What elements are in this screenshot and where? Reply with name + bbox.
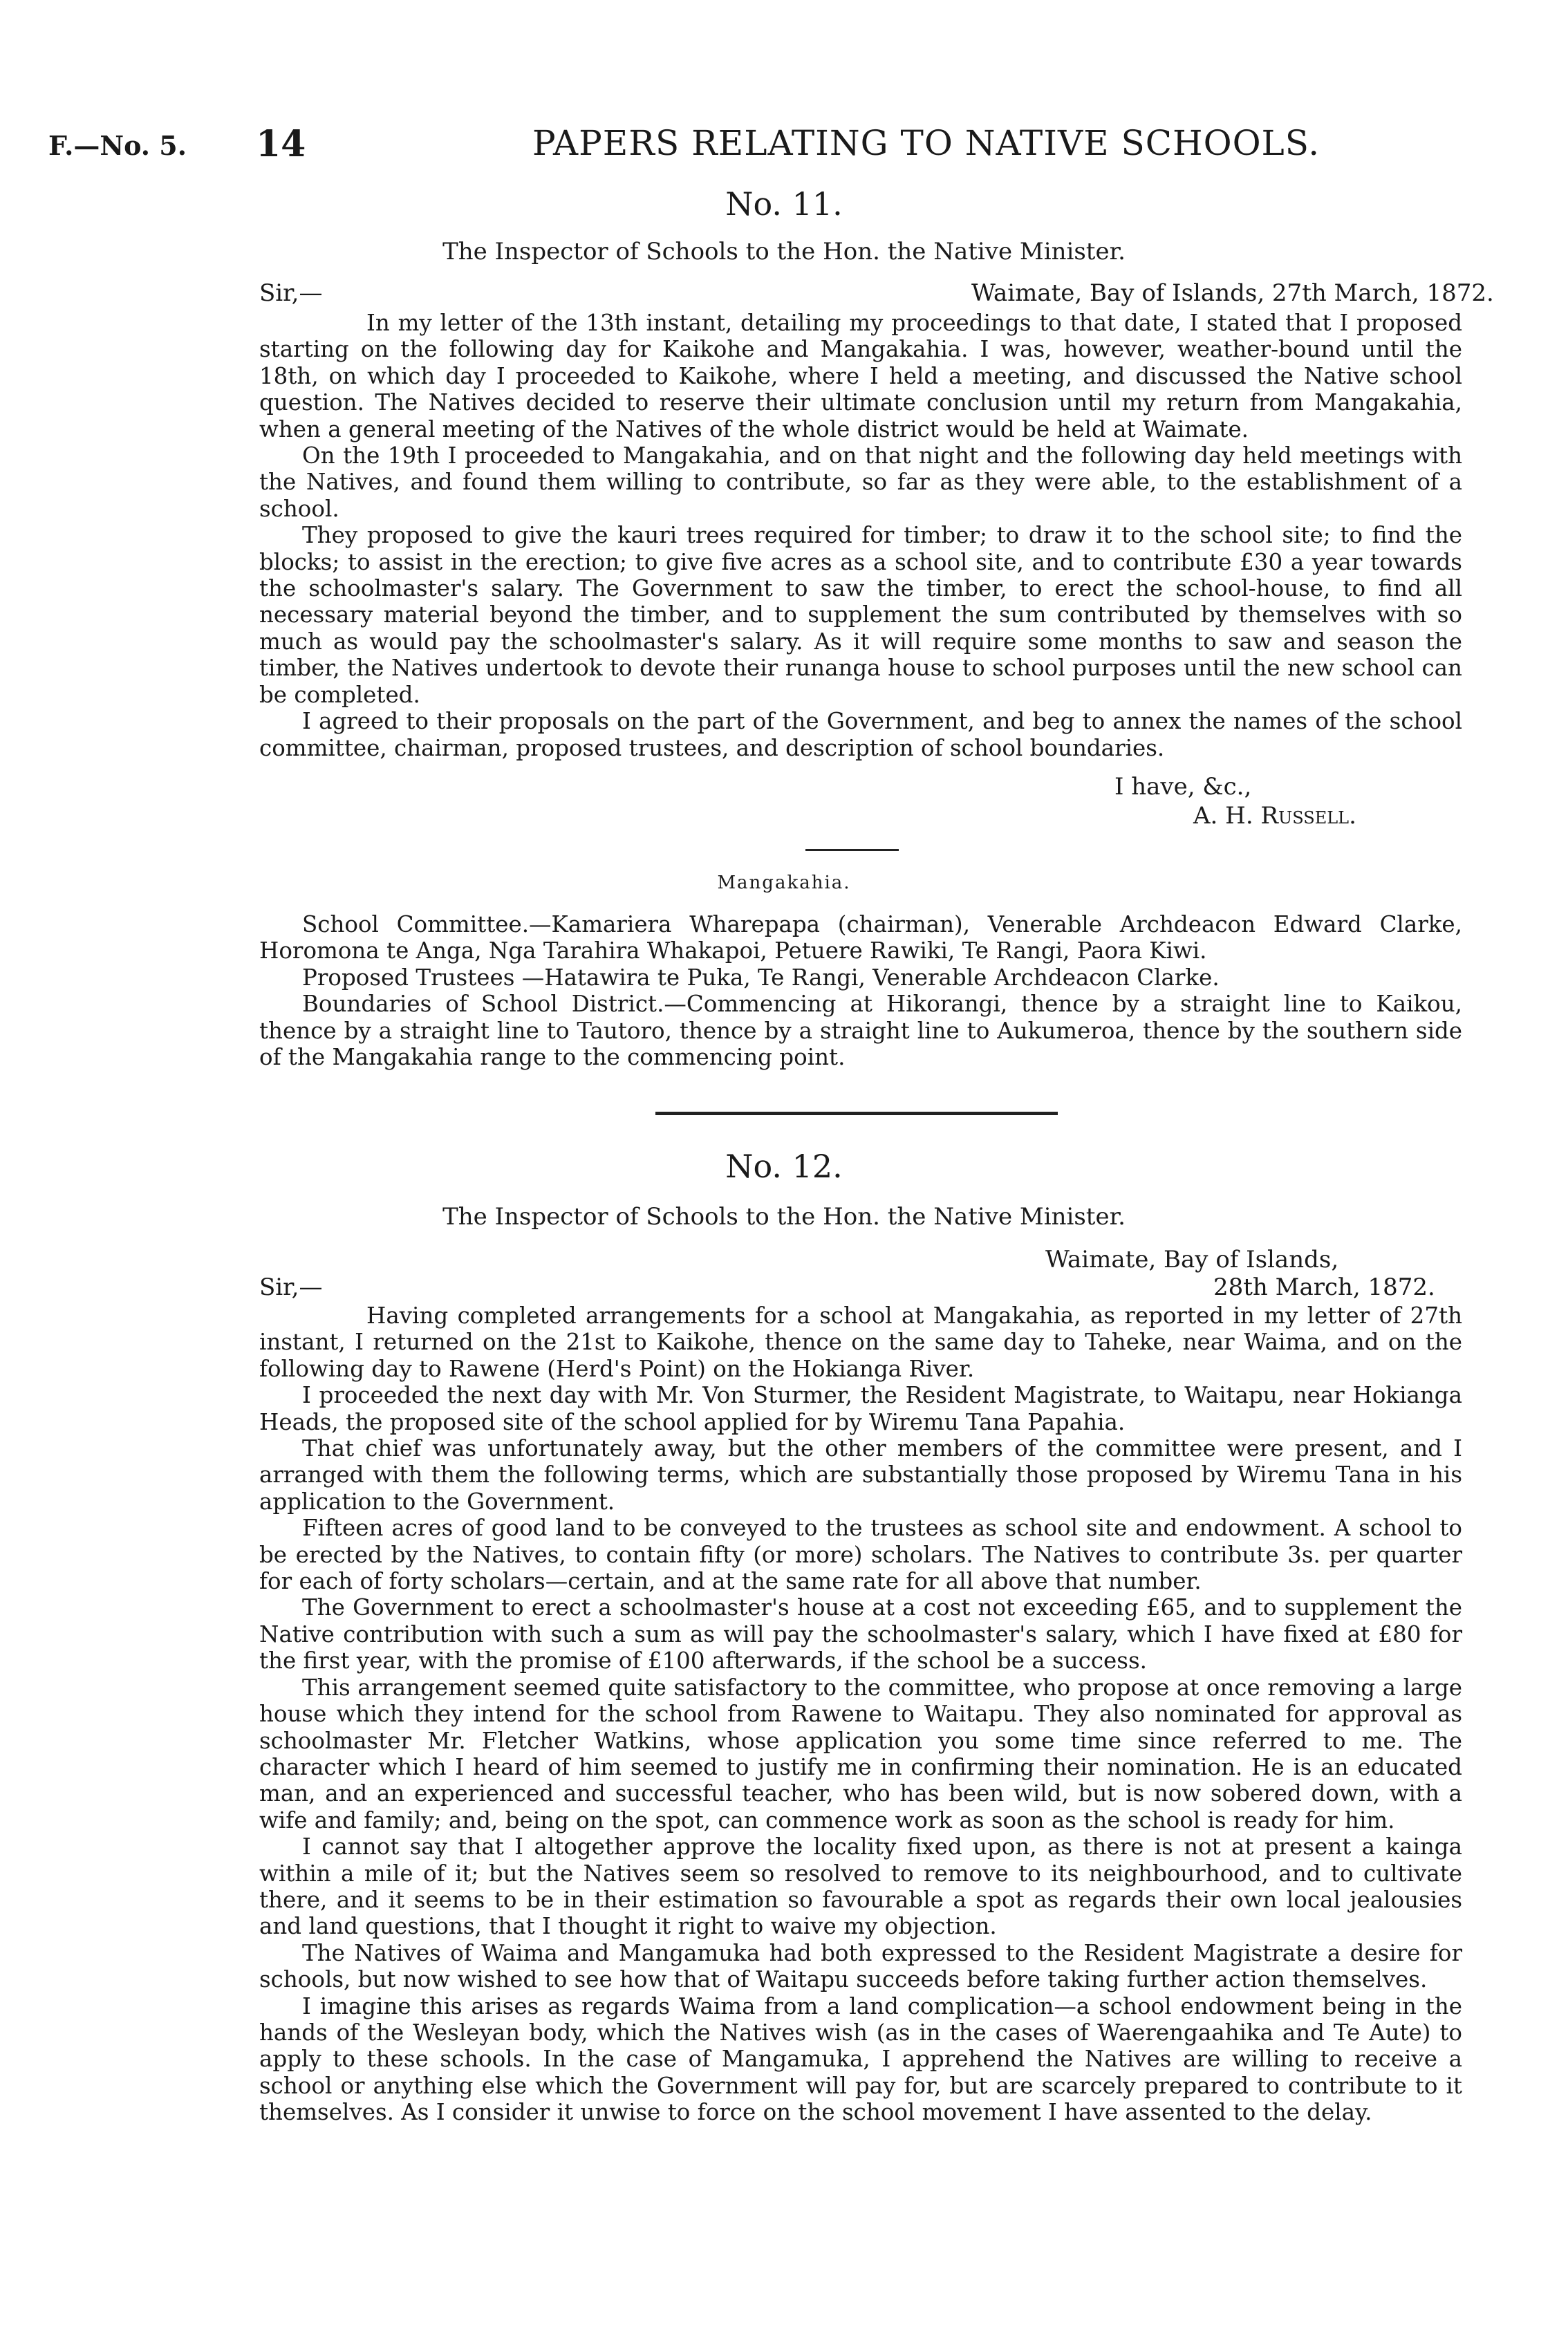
paragraph: They proposed to give the kauri trees required for timber; to draw it to the school site; to find the blocks; to assist in the erection; to give five acres as a school site, and to contribute £30 a year towards the schoolmaster's salary. The Government to saw the timber, to erect the school-house, to find all necessary material beyond the timber, and to supplement the sum contributed by themselves with so much as would pay the schoolmaster's salary. As it will require some months to saw and season the timber, the Natives undertook to devote their runanga house to school purposes until the new school can be completed. <box>259 522 1462 708</box>
paragraph: I agreed to their proposals on the part of the Government, and beg to annex the names of the school committee, chairman, proposed trustees, and description of school boundaries. <box>259 708 1462 761</box>
paragraph: Fifteen acres of good land to be conveyed to the trustees as school site and endowment. A school to be erected by the Natives, to contain fifty (or more) scholars. The Natives to contribute 3s. per quarter for each of forty scholars—certain, and at the same rate for all above that number. <box>259 1515 1462 1595</box>
paragraph: Having completed arrangements for a school at Mangakahia, as reported in my letter of 27th instant, I returned on the 21st to Kaikohe, thence on the same day to Taheke, near Waima, and on the following day to Rawene (Herd's Point) on the Hokianga River. <box>259 1303 1462 1382</box>
letter-11-body <box>259 310 1462 761</box>
paragraph: This arrangement seemed quite satisfactory to the committee, who propose at once removing a large house which they intend for the school from Rawene to Waitapu. They also nominated for approval as schoolmaster Mr. Fletcher Watkins, whose application you some time since referred to me. The character which I heard of him seemed to justify me in confirming their nomination. He is an educated man, and an experienced and successful teacher, who has been wild, but is now sobered down, with a wife and family; and, being on the spot, can commence work as soon as the school is ready for him. <box>259 1674 1462 1833</box>
paragraph: The Natives of Waima and Mangamuka had both expressed to the Resident Magistrate a desire for schools, but now wished to see how that of Waitapu succeeds before taking further action themselves. <box>259 1939 1462 1993</box>
document-reference: F.—No. 5. <box>48 130 187 161</box>
letter-12-body <box>259 1303 1462 2126</box>
schedule-body <box>259 911 1462 1070</box>
letter-11-dateline: Waimate, Bay of Islands, 27th March, 1872. <box>971 279 1494 307</box>
page-number: 14 <box>256 123 306 165</box>
paragraph: In my letter of the 13th instant, detailing my proceedings to that date, I stated that I proposed starting on the following day for Kaikohe and Mangakahia. I was, however, weather-bound until the 18th, on which day I proceeded to Kaikohe, where I held a meeting, and discussed the Native school question. The Natives decided to reserve their ultimate conclusion until my return from Mangakahia, when a general meeting of the Natives of the whole district would be held at Waimate. <box>259 310 1462 442</box>
letter-11-number: No. 11. <box>725 185 843 223</box>
letter-12-subtitle: The Inspector of Schools to the Hon. the Native Minister. <box>442 1203 1126 1231</box>
running-header <box>48 123 1500 171</box>
letter-12-salutation: Sir,— <box>259 1273 323 1301</box>
letter-11-closing: I have, &c., <box>1114 773 1252 801</box>
letter-12-dateline-date: 28th March, 1872. <box>1213 1273 1435 1301</box>
page-title: PAPERS RELATING TO NATIVE SCHOOLS. <box>532 123 1320 163</box>
paragraph: The Government to erect a schoolmaster's house at a cost not exceeding £65, and to supplement the Native contribution with such a sum as will pay the schoolmaster's salary, which I have fixed at £80 for the first year, with the promise of £100 afterwards, if the school be a success. <box>259 1594 1462 1674</box>
paragraph: I proceeded the next day with Mr. Von Sturmer, the Resident Magistrate, to Waitapu, near Hokianga Heads, the proposed site of the school applied for by Wiremu Tana Papahia. <box>259 1382 1462 1435</box>
paragraph: I cannot say that I altogether approve the locality fixed upon, as there is not at present a kainga within a mile of it; but the Natives seem so resolved to remove to its neighbourhood, and to cultivate there, and it seems to be in their estimation so favourable a spot as regards their own local jealousies and land questions, that I thought it right to waive my objection. <box>259 1833 1462 1940</box>
schedule-heading: Mangakahia. <box>717 872 851 893</box>
letter-11-salutation: Sir,— <box>259 279 323 307</box>
paragraph: Proposed Trustees —Hatawira te Puka, Te Rangi, Venerable Archdeacon Clarke. <box>302 964 1220 991</box>
paragraph: That chief was unfortunately away, but the other members of the committee were present, and I arranged with them the following terms, which are substantially those proposed by Wiremu Tana in his application to the Government. <box>259 1435 1462 1515</box>
letter-divider <box>655 1112 1058 1115</box>
letter-11-subtitle: The Inspector of Schools to the Hon. the Native Minister. <box>442 238 1126 265</box>
paragraph: School Committee.—Kamariera Wharepapa (chairman), Venerable Archdeacon Edward Clarke, Horomona te Anga, Nga Tarahira Whakapoi, Petuere Rawiki, Te Rangi, Paora Kiwi. <box>259 911 1462 964</box>
letter-11-signature: A. H. Russell. <box>1193 802 1356 830</box>
paragraph: On the 19th I proceeded to Mangakahia, and on that night and the following day held meetings with the Natives, and found them willing to contribute, so far as they were able, to the establishment of a school. <box>259 442 1462 522</box>
section-divider <box>805 849 899 851</box>
paragraph: Boundaries of School District.—Commencing at Hikorangi, thence by a straight line to Kaikou, thence by a straight line to Tautoro, thence by a straight line to Aukumeroa, thence by the southern side of the Mangakahia range to the commencing point. <box>259 991 1462 1071</box>
paragraph: I imagine this arises as regards Waima from a land complication—a school endowment being in the hands of the Wesleyan body, which the Natives wish (as in the cases of Waerengaahika and Te Aute) to apply to these schools. In the case of Mangamuka, I apprehend the Natives are willing to receive a school or anything else which the Government will pay for, but are scarcely prepared to contribute to it themselves. As I consider it unwise to force on the school movement I have assented to the delay. <box>259 1992 1462 2126</box>
letter-12-dateline-place: Waimate, Bay of Islands, <box>1045 1246 1339 1273</box>
letter-12-number: No. 12. <box>725 1148 843 1185</box>
